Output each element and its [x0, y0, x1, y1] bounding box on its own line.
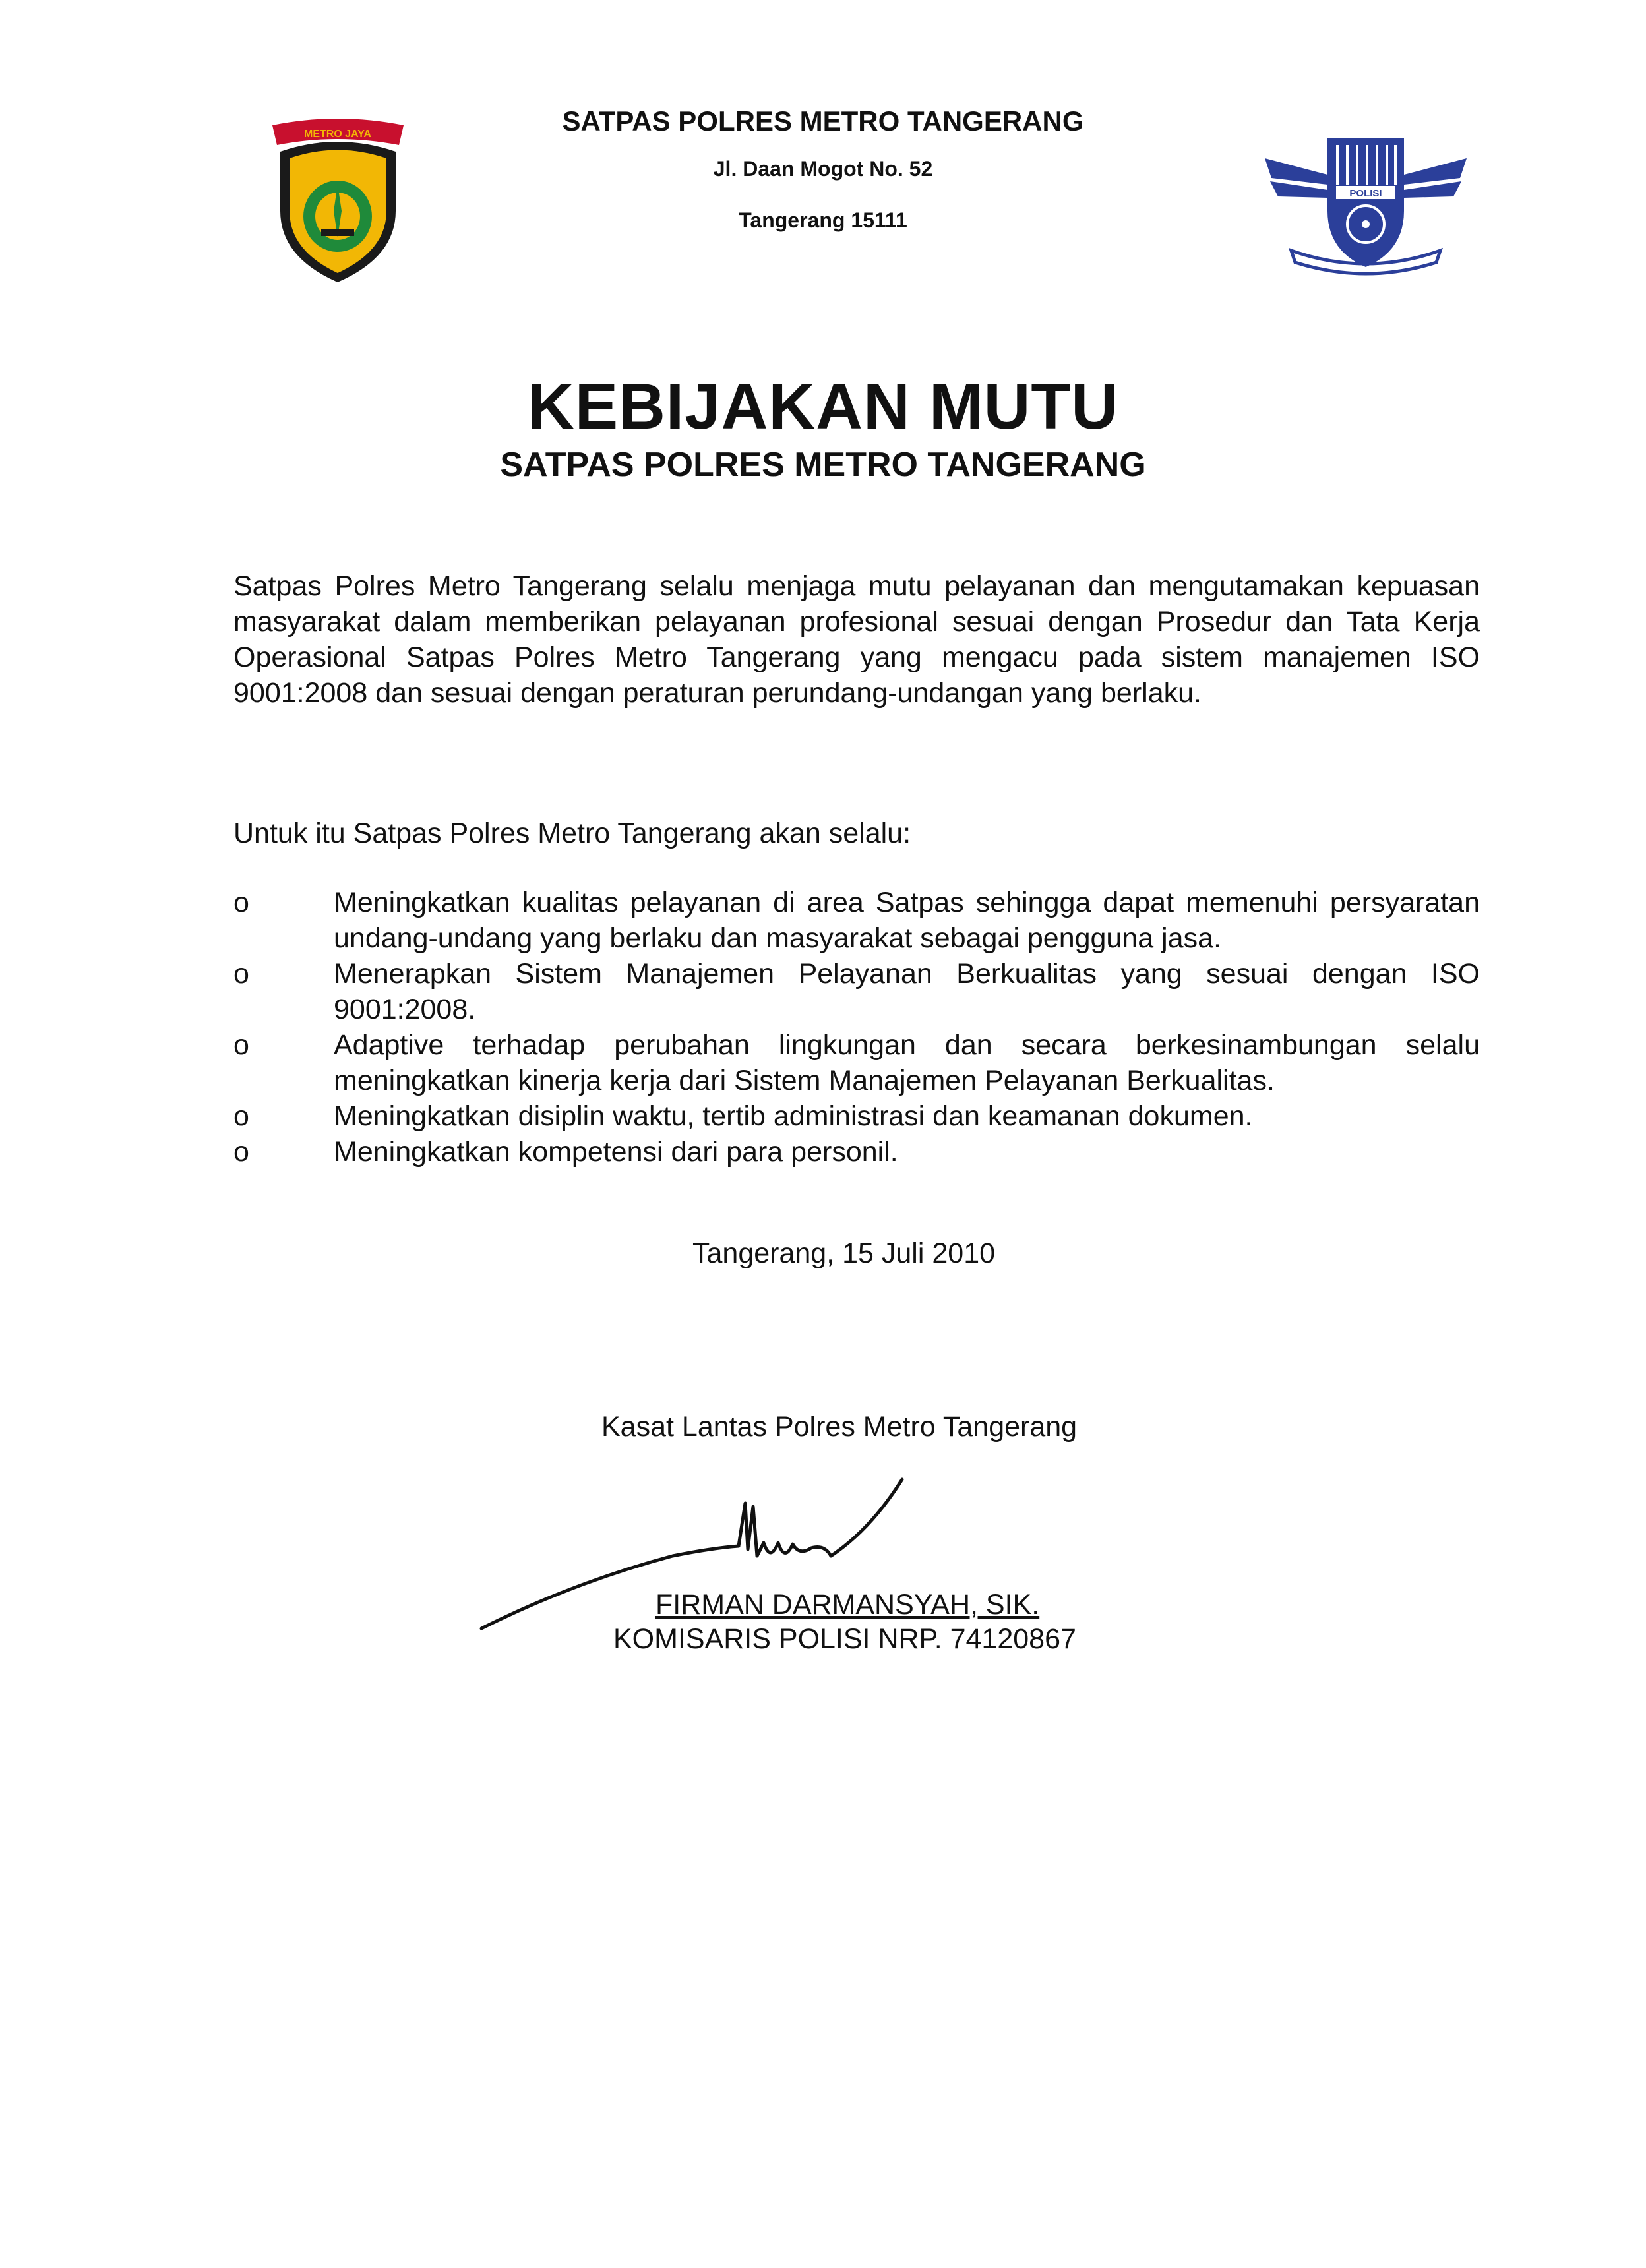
- policy-text: Meningkatkan disiplin waktu, tertib administrasi dan keamanan dokumen.: [334, 1100, 1253, 1132]
- policy-text: Meningkatkan kualitas pelayanan di area Satpas sehingga dapat memenuhi persyaratan undang-undang yang berlaku dan masyarakat sebagai pengguna jasa.: [334, 887, 1480, 954]
- signatory-position: Kasat Lantas Polres Metro Tangerang: [601, 1411, 1078, 1443]
- policy-item: [233, 956, 1480, 1027]
- letterhead-org-name: SATPAS POLRES METRO TANGERANG: [562, 105, 1084, 136]
- bullet-icon: o: [233, 1136, 249, 1168]
- bullet-icon: o: [233, 1100, 249, 1132]
- svg-text:METRO JAYA: METRO JAYA: [304, 129, 371, 140]
- letterhead-city: Tangerang 15111: [739, 208, 907, 232]
- intro-paragraph: Satpas Polres Metro Tangerang selalu menjaga mutu pelayanan dan mengutamakan kepuasan masyarakat dalam memberikan pelayanan profesional sesuai dengan Prosedur dan Tata Kerja Operasional Satpas Polres Metro Tangerang yang mengacu pada sistem manajemen ISO 9001:2008 dan sesuai dengan peraturan perundang-undangan yang berlaku.: [233, 570, 1480, 709]
- letterhead-address: Jl. Daan Mogot No. 52: [713, 157, 933, 181]
- place-date: Tangerang, 15 Juli 2010: [692, 1238, 996, 1269]
- policy-text: Adaptive terhadap perubahan lingkungan dan secara berkesinambungan selalu meningkatkan kinerja kerja dari Sistem Manajemen Pelayanan Berkualitas.: [334, 1029, 1480, 1096]
- document-title: KEBIJAKAN MUTU: [528, 370, 1118, 442]
- bullet-icon: o: [233, 1029, 249, 1061]
- document-subtitle: SATPAS POLRES METRO TANGERANG: [500, 446, 1146, 484]
- bullet-icon: o: [233, 887, 249, 918]
- bullet-icon: o: [233, 958, 249, 990]
- policy-lead-text: Untuk itu Satpas Polres Metro Tangerang akan selalu:: [233, 818, 911, 849]
- policy-item: [233, 885, 1480, 956]
- policy-text: Meningkatkan kompetensi dari para personil.: [334, 1136, 898, 1168]
- svg-text:POLISI: POLISI: [1349, 188, 1382, 199]
- policy-item: [233, 1098, 1480, 1134]
- policy-item: [233, 1134, 1480, 1170]
- metro-jaya-emblem-logo: [267, 112, 409, 287]
- policy-item: [233, 1027, 1480, 1098]
- signatory-name: FIRMAN DARMANSYAH, SIK.: [655, 1589, 1040, 1621]
- polisi-traffic-emblem-logo: [1265, 112, 1467, 280]
- policy-list: [233, 885, 1480, 1170]
- signatory-rank: KOMISARIS POLISI NRP. 74120867: [613, 1623, 1076, 1655]
- policy-text: Menerapkan Sistem Manajemen Pelayanan Berkualitas yang sesuai dengan ISO 9001:2008.: [334, 958, 1480, 1025]
